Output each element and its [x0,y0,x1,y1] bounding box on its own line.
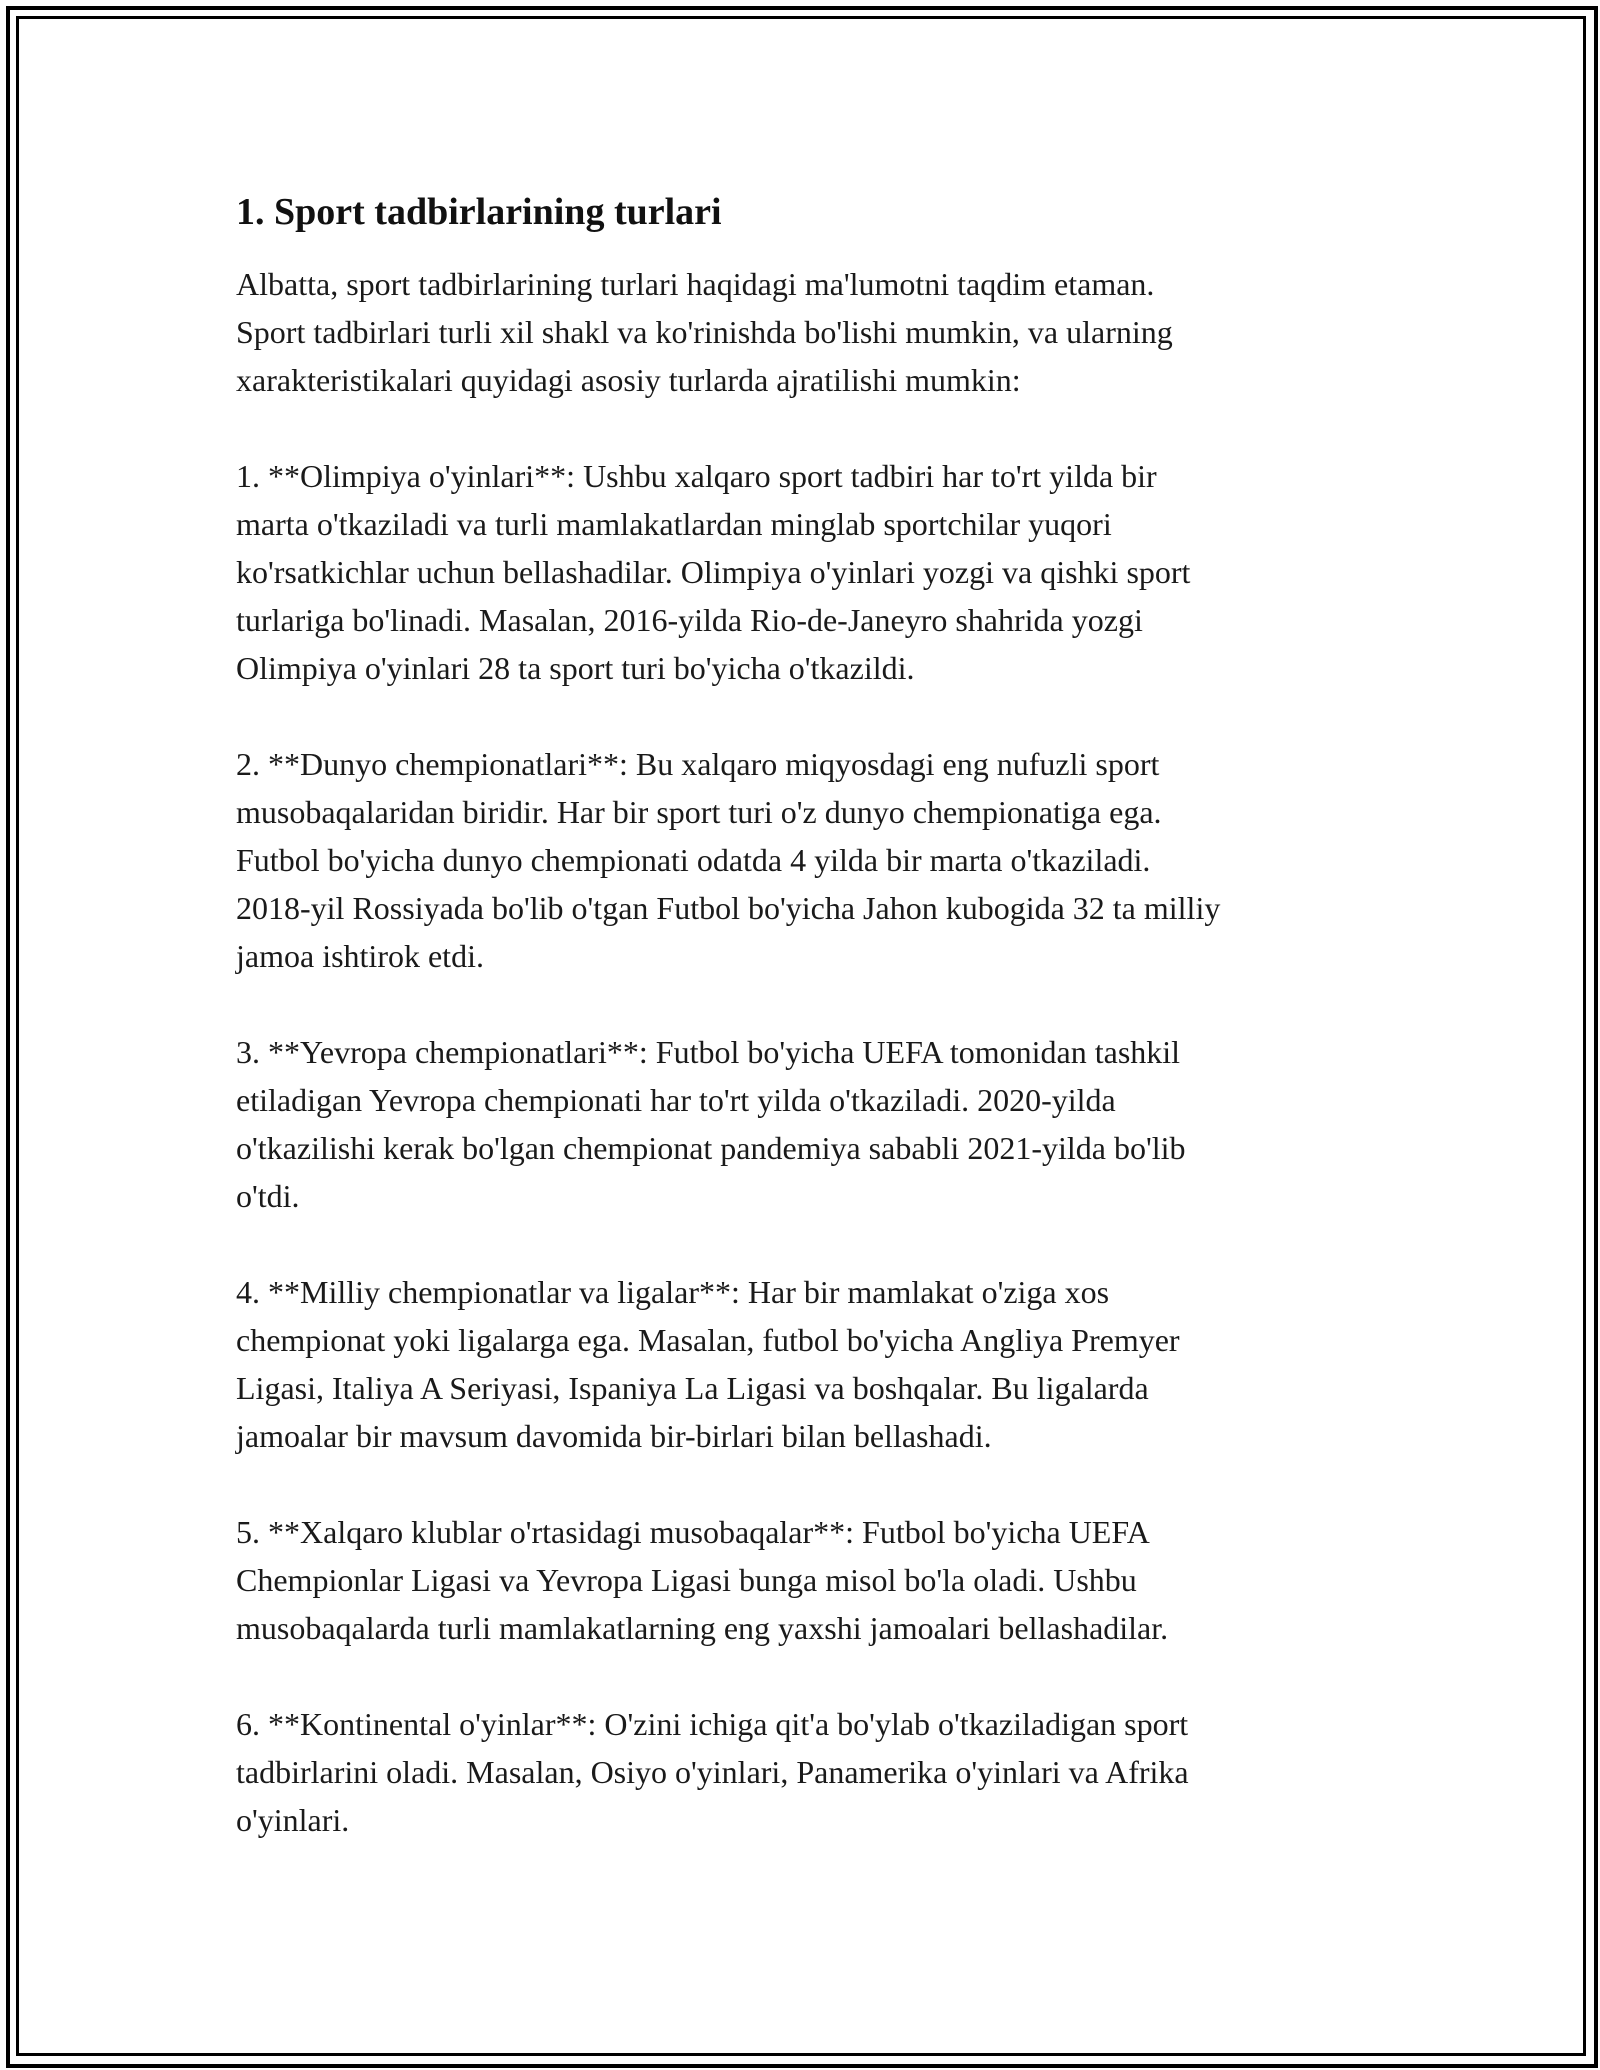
list-item-european-championships: 3. **Yevropa chempionatlari**: Futbol bo'yicha UEFA tomonidan tashkil etiladigan Yevropa chempionati har to'rt yilda o'tkaziladi. 2020-yilda o'tkazilishi kerak bo'lgan chempionat pandemiya sababli 2021-yilda bo'lib o'tdi. [236,1034,1186,1214]
document-body [236,186,1376,1892]
intro-paragraph: Albatta, sport tadbirlarining turlari haqidagi ma'lumotni taqdim etaman. Sport tadbirlari turli xil shakl va ko'rinishda bo'lishi mumkin, va ularning xarakteristikalari quyidagi asosiy turlarda ajratilishi mumkin: [236,266,1173,398]
document-title: 1. Sport tadbirlarining turlari [236,191,722,233]
list-item-club-competitions: 5. **Xalqaro klublar o'rtasidagi musobaqalar**: Futbol bo'yicha UEFA Chempionlar Ligasi va Yevropa Ligasi bunga misol bo'la oladi. Ushbu musobaqalarda turli mamlakatlarning eng yaxshi jamoalari bellashadilar. [236,1514,1169,1646]
list-item-world-championships: 2. **Dunyo chempionatlari**: Bu xalqaro miqyosdagi eng nufuzli sport musobaqalaridan biridir. Har bir sport turi o'z dunyo chempionatiga ega. Futbol bo'yicha dunyo chempionati odatda 4 yilda bir marta o'tkaziladi. 2018-yil Rossiyada bo'lib o'tgan Futbol bo'yicha Jahon kubogida 32 ta milliy jamoa ishtirok etdi. [236,746,1221,974]
list-item-continental-games: 6. **Kontinental o'yinlar**: O'zini ichiga qit'a bo'ylab o'tkaziladigan sport tadbirlarini oladi. Masalan, Osiyo o'yinlari, Panamerika o'yinlari va Afrika o'yinlari. [236,1706,1189,1838]
list-item-olympic-games: 1. **Olimpiya o'yinlari**: Ushbu xalqaro sport tadbiri har to'rt yilda bir marta o'tkaziladi va turli mamlakatlardan minglab sportchilar yuqori ko'rsatkichlar uchun bellashadilar. Olimpiya o'yinlari yozgi va qishki sport turlariga bo'linadi. Masalan, 2016-yilda Rio-de-Janeyro shahrida yozgi Olimpiya o'yinlari 28 ta sport turi bo'yicha o'tkazildi. [236,458,1191,686]
list-item-national-leagues: 4. **Milliy chempionatlar va ligalar**: Har bir mamlakat o'ziga xos chempionat yoki ligalarga ega. Masalan, futbol bo'yicha Angliya Premyer Ligasi, Italiya A Seriyasi, Ispaniya La Ligasi va boshqalar. Bu ligalarda jamoalar bir mavsum davomida bir-birlari bilan bellashadi. [236,1274,1180,1454]
